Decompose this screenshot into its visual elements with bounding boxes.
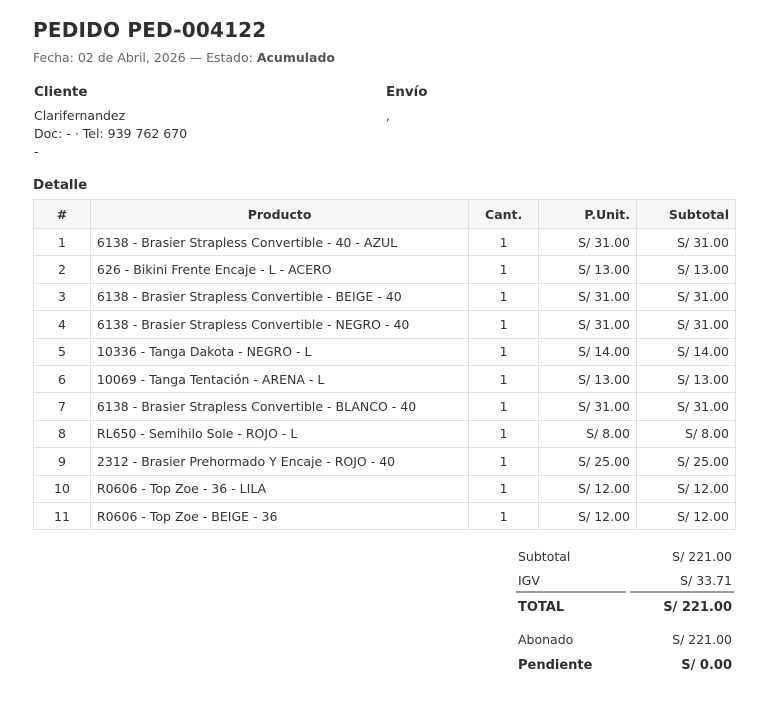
- row-unit-price: S/ 8.00: [539, 420, 637, 447]
- table-row: [34, 229, 736, 256]
- row-quantity: 1: [469, 311, 539, 338]
- row-unit-price: S/ 13.00: [539, 365, 637, 392]
- subtotal-label: Subtotal: [518, 548, 571, 564]
- row-product: 6138 - Brasier Strapless Convertible - BLANCO - 40: [90, 393, 468, 420]
- row-number: 8: [34, 420, 91, 447]
- total-value: S/ 221.00: [663, 599, 732, 615]
- items-body: [34, 229, 736, 530]
- row-quantity: 1: [469, 393, 539, 420]
- table-row: [34, 475, 736, 502]
- total-row: [514, 592, 734, 622]
- table-row: [34, 502, 736, 529]
- row-number: 10: [34, 475, 91, 502]
- row-subtotal: S/ 8.00: [637, 420, 736, 447]
- col-header-quantity: Cant.: [469, 200, 539, 229]
- table-row: [34, 448, 736, 475]
- igv-label: IGV: [518, 572, 540, 588]
- row-subtotal: S/ 25.00: [637, 448, 736, 475]
- row-unit-price: S/ 31.00: [539, 393, 637, 420]
- page-title: PEDIDO PED-004122: [33, 18, 267, 42]
- table-row: [34, 393, 736, 420]
- row-subtotal: S/ 31.00: [637, 311, 736, 338]
- order-date: Fecha: 02 de Abril, 2026 — Estado:: [33, 50, 253, 65]
- pending-value: S/ 0.00: [681, 657, 732, 673]
- row-quantity: 1: [469, 283, 539, 310]
- row-quantity: 1: [469, 420, 539, 447]
- row-product: 2312 - Brasier Prehormado Y Encaje - ROJO - 40: [90, 448, 468, 475]
- subtotal-row: [514, 544, 734, 568]
- row-number: 6: [34, 365, 91, 392]
- row-subtotal: S/ 31.00: [637, 283, 736, 310]
- row-subtotal: S/ 14.00: [637, 338, 736, 365]
- row-quantity: 1: [469, 256, 539, 283]
- shipping-address: ,: [386, 108, 390, 123]
- row-product: 6138 - Brasier Strapless Convertible - NEGRO - 40: [90, 311, 468, 338]
- row-unit-price: S/ 25.00: [539, 448, 637, 475]
- row-number: 5: [34, 338, 91, 365]
- row-product: R0606 - Top Zoe - BEIGE - 36: [90, 502, 468, 529]
- table-header-row: [34, 200, 736, 229]
- client-heading: Cliente: [34, 84, 88, 100]
- total-divider: [516, 591, 626, 593]
- items-table: [33, 199, 736, 530]
- order-meta: [33, 50, 335, 65]
- row-subtotal: S/ 13.00: [637, 256, 736, 283]
- row-product: 10336 - Tanga Dakota - NEGRO - L: [90, 338, 468, 365]
- client-extra: -: [34, 144, 39, 159]
- totals-summary: [514, 544, 734, 678]
- igv-row: [514, 568, 734, 592]
- col-header-product: Producto: [90, 200, 468, 229]
- row-product: 6138 - Brasier Strapless Convertible - 40 - AZUL: [90, 229, 468, 256]
- paid-value: S/ 221.00: [672, 631, 732, 647]
- paid-label: Abonado: [518, 631, 574, 647]
- table-row: [34, 311, 736, 338]
- total-label: TOTAL: [518, 599, 565, 615]
- client-doc-phone: Doc: - · Tel: 939 762 670: [34, 126, 188, 141]
- row-quantity: 1: [469, 365, 539, 392]
- row-unit-price: S/ 14.00: [539, 338, 637, 365]
- pending-row: [514, 652, 734, 678]
- row-subtotal: S/ 31.00: [637, 229, 736, 256]
- row-product: 626 - Bikini Frente Encaje - L - ACERO: [90, 256, 468, 283]
- subtotal-value: S/ 221.00: [672, 548, 732, 564]
- row-number: 9: [34, 448, 91, 475]
- row-product: 6138 - Brasier Strapless Convertible - BEIGE - 40: [90, 283, 468, 310]
- col-header-unit-price: P.Unit.: [539, 200, 637, 229]
- row-product: RL650 - Semihilo Sole - ROJO - L: [90, 420, 468, 447]
- table-row: [34, 338, 736, 365]
- table-row: [34, 283, 736, 310]
- row-unit-price: S/ 12.00: [539, 475, 637, 502]
- row-subtotal: S/ 12.00: [637, 475, 736, 502]
- pending-label: Pendiente: [518, 657, 593, 673]
- row-unit-price: S/ 13.00: [539, 256, 637, 283]
- row-product: 10069 - Tanga Tentación - ARENA - L: [90, 365, 468, 392]
- row-subtotal: S/ 31.00: [637, 393, 736, 420]
- order-status: Acumulado: [256, 50, 336, 65]
- total-divider: [630, 591, 734, 593]
- row-number: 3: [34, 283, 91, 310]
- row-subtotal: S/ 12.00: [637, 502, 736, 529]
- igv-value: S/ 33.71: [680, 572, 732, 588]
- table-row: [34, 420, 736, 447]
- row-quantity: 1: [469, 448, 539, 475]
- paid-row: [514, 626, 734, 652]
- row-quantity: 1: [469, 502, 539, 529]
- row-number: 2: [34, 256, 91, 283]
- table-row: [34, 365, 736, 392]
- col-header-number: #: [34, 200, 91, 229]
- row-number: 4: [34, 311, 91, 338]
- row-quantity: 1: [469, 475, 539, 502]
- table-row: [34, 256, 736, 283]
- detail-heading: Detalle: [33, 177, 88, 193]
- row-number: 11: [34, 502, 91, 529]
- row-unit-price: S/ 31.00: [539, 229, 637, 256]
- row-quantity: 1: [469, 229, 539, 256]
- row-number: 1: [34, 229, 91, 256]
- row-quantity: 1: [469, 338, 539, 365]
- row-number: 7: [34, 393, 91, 420]
- row-unit-price: S/ 12.00: [539, 502, 637, 529]
- row-subtotal: S/ 13.00: [637, 365, 736, 392]
- row-unit-price: S/ 31.00: [539, 311, 637, 338]
- row-unit-price: S/ 31.00: [539, 283, 637, 310]
- shipping-heading: Envío: [386, 84, 428, 100]
- row-product: R0606 - Top Zoe - 36 - LILA: [90, 475, 468, 502]
- client-name: Clarifernandez: [34, 108, 126, 123]
- col-header-subtotal: Subtotal: [637, 200, 736, 229]
